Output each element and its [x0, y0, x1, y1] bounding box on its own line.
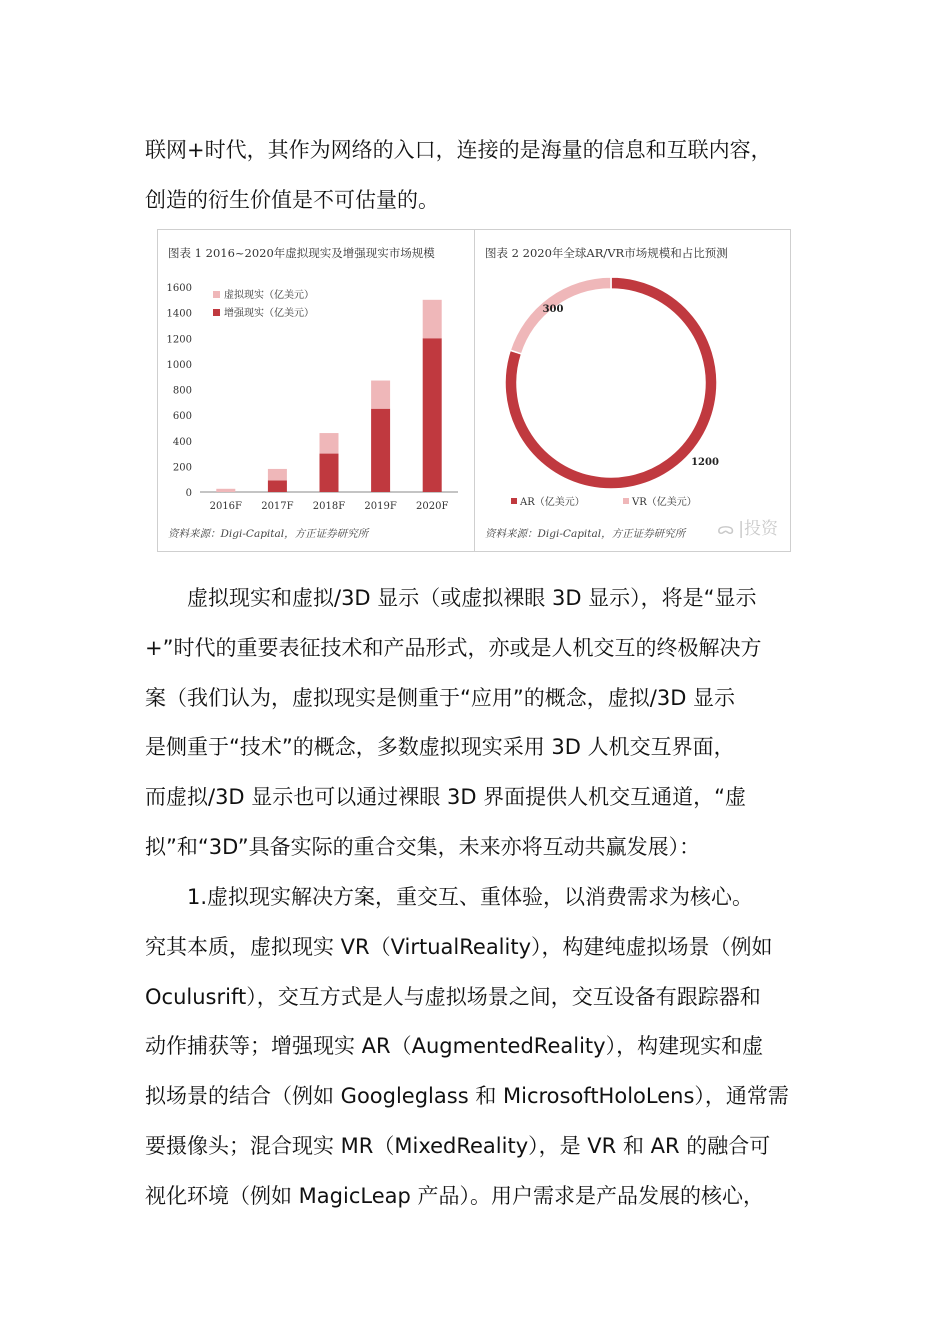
y-tick-label: 1400	[166, 308, 192, 320]
y-tick-label: 800	[172, 385, 192, 397]
legend-swatch	[213, 291, 220, 298]
x-tick-label: 2018F	[312, 501, 346, 512]
x-tick-label: 2019F	[364, 501, 397, 512]
bar-segment	[268, 469, 287, 481]
legend-swatch	[511, 498, 517, 504]
data-label: 1200	[691, 457, 719, 468]
y-tick-label: 200	[172, 462, 192, 474]
wechat-icon: ᯅ	[716, 519, 735, 538]
paragraph-2	[145, 873, 810, 1222]
legend-label: 增强现实（亿美元）	[224, 308, 314, 319]
text-line: 拟”和“3D”具备实际的重合交集，未来亦将互动共赢发展）：	[145, 834, 701, 859]
y-tick-label: 1600	[166, 283, 192, 294]
data-label: 300	[542, 304, 564, 315]
legend-label: AR（亿美元）	[520, 497, 585, 508]
watermark	[717, 514, 778, 539]
text-line: 视化环境（例如 MagicLeap 产品）。用户需求是产品发展的核心，	[145, 1183, 764, 1208]
bar-segment	[268, 480, 287, 492]
bar-segment	[423, 338, 442, 492]
legend-swatch	[623, 498, 629, 504]
bar-segment	[423, 300, 442, 338]
text-line: 拟场景的结合（例如 Googleglass 和 MicrosoftHoloLens），通常需	[145, 1084, 789, 1109]
text-line: +”时代的重要表征技术和产品形式，亦或是人机交互的终极解决方	[145, 635, 762, 660]
text-line: 1.虚拟现实解决方案，重交互、重体验，以消费需求为核心。	[145, 885, 754, 909]
text-line: 而虚拟/3D 显示也可以通过裸眼 3D 界面提供人机交互通道，“虚	[145, 785, 747, 810]
legend-label: 虚拟现实（亿美元）	[224, 290, 314, 301]
y-tick-label: 1200	[166, 334, 192, 346]
x-tick-label: 2016F	[209, 501, 242, 512]
figure-box	[157, 229, 791, 552]
watermark-text: |投资	[738, 519, 778, 539]
donut-chart-source: 资料来源：Digi-Capital，方正证券研究所	[485, 528, 686, 540]
y-tick-label: 1000	[166, 359, 192, 371]
x-tick-label: 2017F	[261, 501, 294, 512]
y-tick-label: 0	[185, 488, 192, 499]
bar-segment	[371, 381, 390, 409]
bar-segment	[320, 433, 339, 454]
bar-segment	[371, 409, 390, 492]
paragraph-top	[145, 126, 810, 226]
text-line: 是侧重于“技术”的概念，多数虚拟现实采用 3D 人机交互界面，	[145, 735, 735, 760]
donut-chart-panel	[475, 230, 790, 551]
bar-segment	[320, 454, 339, 492]
donut-chart-title: 图表 2 2020年全球AR/VR市场规模和占比预测	[485, 246, 728, 260]
x-tick-label: 2020F	[416, 501, 449, 512]
bar-chart-panel	[158, 230, 475, 551]
paragraph-1	[145, 574, 810, 873]
bar-chart-title: 图表 1 2016~2020年虚拟现实及增强现实市场规模	[168, 246, 435, 260]
y-tick-label: 400	[172, 436, 192, 448]
donut-chart	[475, 230, 790, 551]
y-tick-label: 600	[172, 411, 192, 423]
text-line: Oculusrift），交互方式是人与虚拟场景之间，交互设备有跟踪器和	[145, 984, 761, 1009]
text-line: 虚拟现实和虚拟/3D 显示（或虚拟裸眼 3D 显示），将是“显示	[145, 586, 757, 610]
text-line: 创造的衍生价值是不可估量的。	[145, 187, 439, 212]
text-line: 动作捕获等；增强现实 AR（AugmentedReality），构建现实和虚	[145, 1034, 764, 1059]
legend-swatch	[213, 309, 220, 316]
text-line: 究其本质，虚拟现实 VR（VirtualReality），构建纯虚拟场景（例如	[145, 934, 773, 959]
text-line: 联网+时代，其作为网络的入口，连接的是海量的信息和互联内容，	[145, 138, 772, 162]
text-line: 要摄像头；混合现实 MR（MixedReality），是 VR 和 AR 的融合可	[145, 1133, 771, 1158]
legend-label: VR（亿美元）	[632, 497, 697, 508]
bar-segment	[216, 489, 235, 492]
bar-chart	[158, 230, 474, 551]
bar-chart-source: 资料来源：Digi-Capital，方正证券研究所	[168, 528, 369, 540]
text-line: 案（我们认为，虚拟现实是侧重于“应用”的概念，虚拟/3D 显示	[145, 685, 736, 710]
donut-slice	[510, 277, 611, 354]
